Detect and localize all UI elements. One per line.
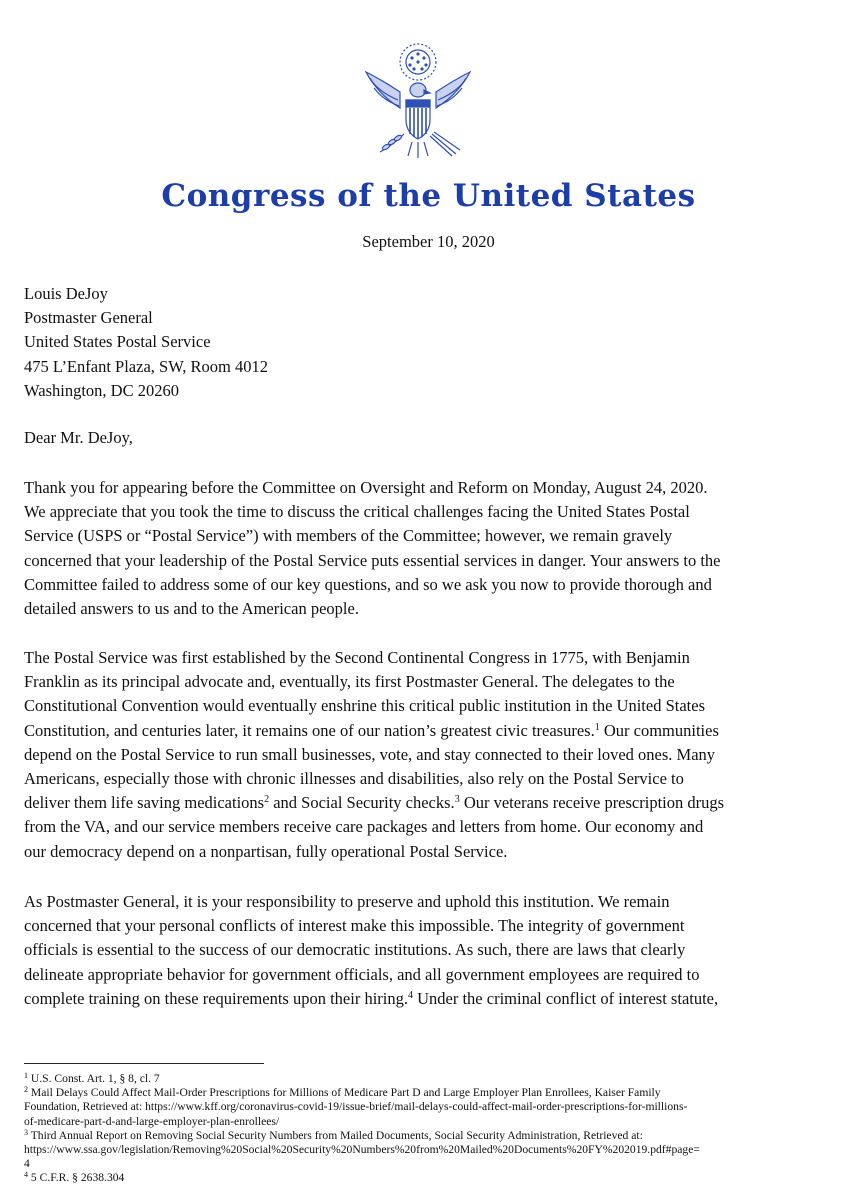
- footnote-number: 4: [24, 1170, 28, 1180]
- paragraph-line: Constitutional Convention would eventually enshrine this critical public institution in the United States: [24, 696, 705, 716]
- paragraph-line: depend on the Postal Service to run small businesses, vote, and stay connected to their loved ones. Many: [24, 744, 716, 764]
- paragraph-line: from the VA, and our service members receive care packages and letters from home. Our economy and: [24, 817, 704, 837]
- letterhead-title: Congress of the United States: [161, 178, 696, 214]
- great-seal-emblem: [344, 38, 492, 166]
- footnote-4: [24, 1171, 834, 1185]
- paragraph-line: The Postal Service was first established by the Second Continental Congress in 1775, with Benjamin: [24, 648, 690, 667]
- paragraph-3: [24, 890, 824, 1011]
- footnote-ref: 3: [454, 794, 460, 806]
- paragraph-line: detailed answers to us and to the American people.: [24, 599, 359, 619]
- footnote-number: 3: [24, 1127, 28, 1137]
- text-run: and Social Security checks.: [269, 793, 455, 813]
- paragraph-line: concerned that your leadership of the Postal Service puts essential services in danger. Your answers to the: [24, 550, 721, 570]
- recipient-organization: United States Postal Service: [24, 332, 211, 352]
- paragraph-line: Service (USPS or “Postal Service”) with members of the Committee; however, we remain gravely: [24, 526, 673, 546]
- footnote-ref: 4: [407, 989, 413, 1001]
- footnote-text: U.S. Const. Art. 1, § 8, cl. 7: [28, 1072, 160, 1085]
- footnotes: [24, 1072, 834, 1186]
- footnote-ref: 2: [264, 794, 270, 806]
- paragraph-line: [24, 791, 824, 815]
- paragraph-line: We appreciate that you took the time to discuss the critical challenges facing the United States Postal: [24, 502, 690, 522]
- paragraph-line: Thank you for appearing before the Committee on Oversight and Reform on Monday, August 24, 2020.: [24, 478, 708, 497]
- recipient-address: [24, 282, 268, 403]
- footnote-text: Third Annual Report on Removing Social Security Numbers from Mailed Documents, Social Security Administration, Retrieved at:: [28, 1128, 643, 1142]
- footnote-number: 2: [24, 1085, 28, 1095]
- footnote-3: [24, 1129, 834, 1143]
- paragraph-line: officials is essential to the success of our democratic institutions. As such, there are laws that clearly: [24, 940, 686, 960]
- footnote-divider: [24, 1063, 264, 1064]
- paragraph-1: [24, 476, 824, 621]
- footnote-3-line: 4: [24, 1157, 30, 1171]
- paragraph-line: [24, 987, 824, 1011]
- paragraph-line: [24, 719, 824, 743]
- paragraph-line: delineate appropriate behavior for government officials, and all government employees are required to: [24, 964, 700, 984]
- footnote-text: Mail Delays Could Affect Mail-Order Prescriptions for Millions of Medicare Part D and Large Employer Plan Enrollees, Kaiser Family: [28, 1086, 661, 1100]
- paragraph-line: As Postmaster General, it is your responsibility to preserve and uphold this institution. We remain: [24, 892, 670, 911]
- paragraph-line: Committee failed to address some of our key questions, and so we ask you now to provide thorough and: [24, 574, 712, 594]
- recipient-city: Washington, DC 20260: [24, 380, 179, 400]
- paragraph-line: Franklin as its principal advocate and, eventually, its first Postmaster General. The delegates to the: [24, 672, 675, 692]
- footnote-ref: 1: [594, 721, 600, 733]
- text-run: Our communities: [599, 720, 719, 740]
- text-run: deliver them life saving medications: [24, 793, 265, 813]
- paragraph-line: Americans, especially those with chronic illnesses and disabilities, also rely on the Postal Service to: [24, 769, 684, 789]
- letter-date: September 10, 2020: [362, 232, 495, 251]
- footnote-2: [24, 1086, 834, 1100]
- paragraph-line: our democracy depend on a nonpartisan, fully operational Postal Service.: [24, 841, 508, 861]
- text-run: complete training on these requirements upon their hiring.: [24, 988, 408, 1008]
- footnote-1: [24, 1072, 834, 1086]
- footnote-2-line: of-medicare-part-d-and-large-employer-plan-enrollees/: [24, 1114, 280, 1128]
- text-run: Under the criminal conflict of interest statute,: [412, 988, 719, 1008]
- footnote-2-line: Foundation, Retrieved at: https://www.kff.org/coronavirus-covid-19/issue-brief/mail-delays-could-affect-mail-order-prescriptions-for-millions-: [24, 1100, 688, 1114]
- recipient-title: Postmaster General: [24, 308, 153, 328]
- text-run: Constitution, and centuries later, it remains one of our nation’s greatest civic treasures.: [24, 720, 595, 740]
- paragraph-2: [24, 646, 824, 864]
- footnote-3-line: https://www.ssa.gov/legislation/Removing%20Social%20Security%20Numbers%20from%20Mailed%20Documents%20FY%202019.pdf#page=: [24, 1143, 700, 1157]
- footnote-number: 1: [24, 1071, 28, 1080]
- text-run: Our veterans receive prescription drugs: [459, 793, 725, 813]
- salutation: Dear Mr. DeJoy,: [24, 428, 133, 447]
- footnote-text: 5 C.F.R. § 2638.304: [28, 1171, 125, 1185]
- recipient-street: 475 L’Enfant Plaza, SW, Room 4012: [24, 356, 268, 376]
- paragraph-line: concerned that your personal conflicts of interest make this impossible. The integrity of government: [24, 916, 685, 936]
- recipient-name: Louis DeJoy: [24, 284, 108, 303]
